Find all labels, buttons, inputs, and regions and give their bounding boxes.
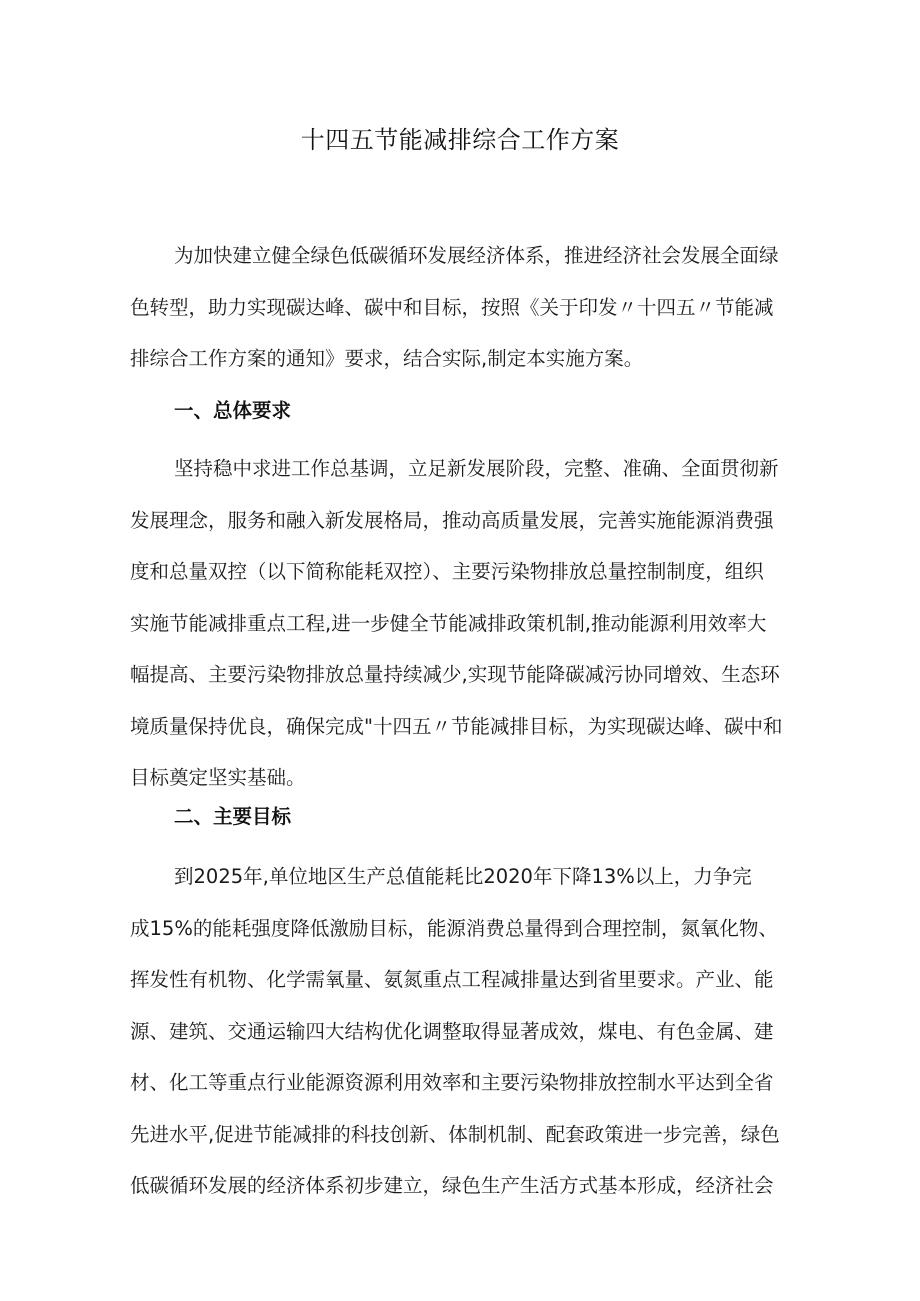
paragraph-line: 度和总量双控（以下简称能耗双控）、主要污染物排放总量控制制度，组织 [130,560,764,583]
paragraph-line: 成15%的能耗强度降低激励目标，能源消费总量得到合理控制，氮氧化物、 [130,916,778,940]
section-heading-2: 二、主要目标 [174,805,292,828]
section2-paragraph [130,851,810,1212]
paragraph-line: 挥发性有机物、化学需氧量、氨氮重点工程减排量达到省里要求。产业、能 [130,968,774,991]
intro-paragraph [130,230,810,385]
section-heading-1: 一、总体要求 [174,399,292,422]
paragraph-line: 先进水平,促进节能减排的科技创新、体制机制、配套政策进一步完善，绿色 [130,1122,780,1146]
paragraph-line: 目标奠定坚实基础。 [130,766,306,789]
section1-paragraph [130,443,810,804]
paragraph-line: 为加快建立健全绿色低碳循环发展经济体系，推进经济社会发展全面绿 [174,244,779,267]
paragraph-line: 材、化工等重点行业能源资源利用效率和主要污染物排放控制水平达到全省 [130,1071,774,1094]
paragraph-line: 坚持稳中求进工作总基调，立足新发展阶段，完整、准确、全面贯彻新 [174,457,779,480]
paragraph-line: 色转型，助力实现碳达峰、碳中和目标，按照《关于印发〃十四五〃节能减 [130,295,774,319]
paragraph-line: 到2025年,单位地区生产总值能耗比2020年下降13%以上，力争完 [174,865,752,888]
paragraph-line: 幅提高、主要污染物排放总量持续减少,实现节能降碳减污协同增效、生态环 [130,663,780,686]
paragraph-line: 发展理念，服务和融入新发展格局，推动高质量发展，完善实施能源消费强 [130,508,774,532]
paragraph-line: 低碳循环发展的经济体系初步建立，绿色生产生活方式基本形成，经济社会 [130,1174,774,1197]
paragraph-line: 境质量保持优良，确保完成"十四五〃节能减排目标，为实现碳达峰、碳中和 [130,714,783,738]
paragraph-line: 实施节能减排重点工程,进一步健全节能减排政策机制,推动能源利用效率大 [130,611,767,635]
document-title: 十四五节能减排综合工作方案 [300,126,620,154]
paragraph-line: 排综合工作方案的通知》要求，结合实际,制定本实施方案。 [130,347,644,370]
paragraph-line: 源、建筑、交通运输四大结构优化调整取得显著成效，煤电、有色金属、建 [130,1019,774,1043]
